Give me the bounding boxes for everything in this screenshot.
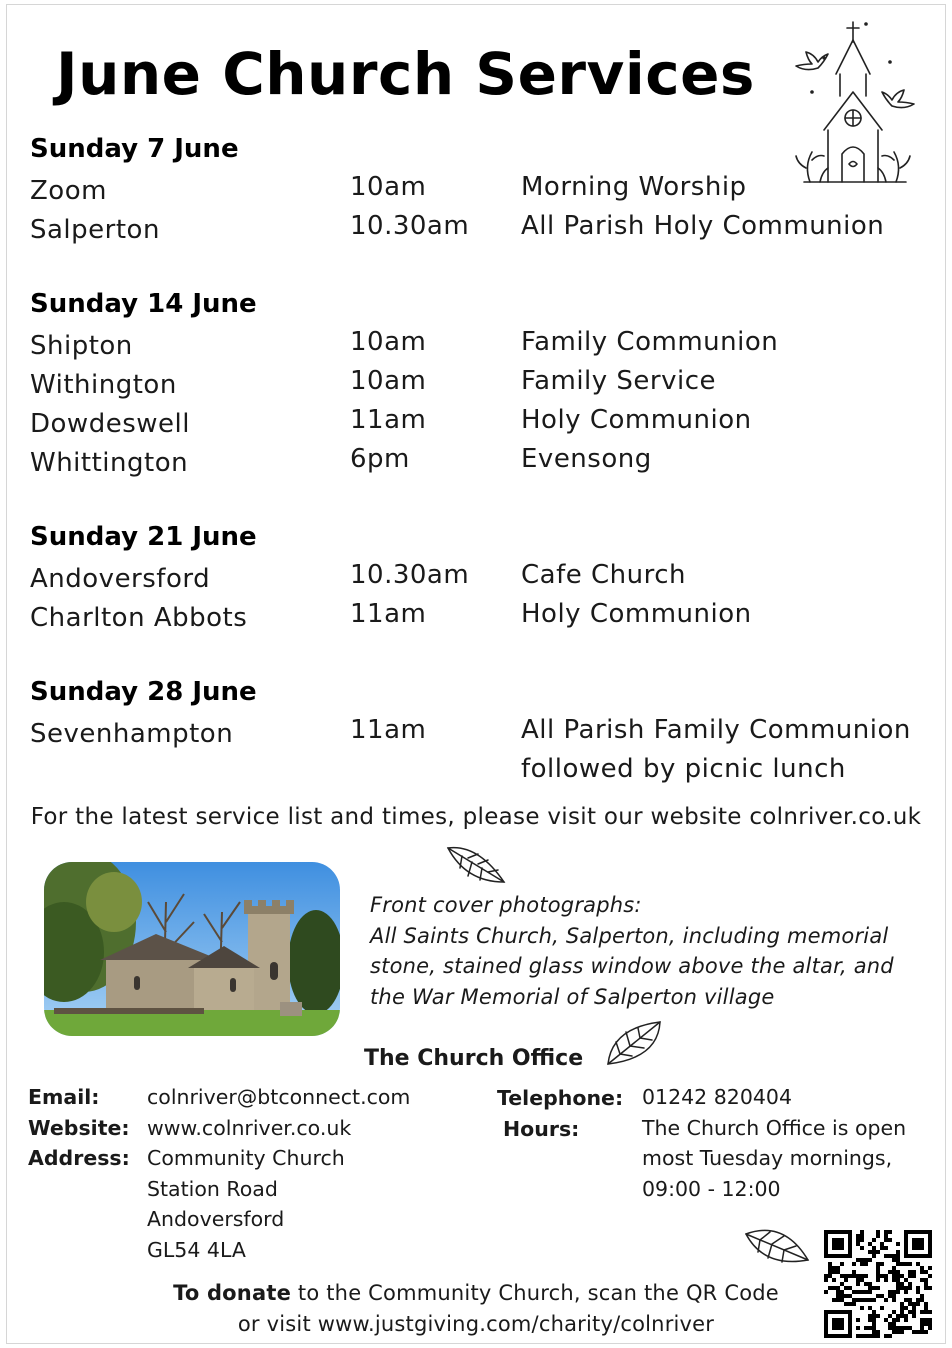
leaf-icon — [606, 1020, 662, 1066]
service-row — [30, 440, 935, 479]
contact-labels-left: Email: Website: Address: — [28, 1085, 130, 1170]
address-line: Andoversford — [147, 1207, 285, 1231]
service-place: Andoversford — [30, 564, 211, 594]
website-note: For the latest service list and times, please visit our website colnriver.co.uk — [30, 804, 922, 830]
day-heading: Sunday 7 June — [30, 134, 239, 164]
church-photo — [44, 862, 340, 1036]
address-line: Community Church — [147, 1146, 345, 1170]
leaf-icon — [744, 1224, 810, 1268]
service-time: 6pm — [350, 444, 410, 474]
service-time: 10am — [350, 366, 427, 396]
service-place: Salperton — [30, 215, 160, 245]
hours-line: most Tuesday mornings, — [642, 1146, 893, 1170]
service-time: 11am — [350, 715, 427, 745]
service-place: Charlton Abbots — [30, 603, 248, 633]
email-value[interactable]: colnriver@btconnect.com — [147, 1085, 411, 1109]
service-place: Zoom — [30, 176, 107, 206]
church-office-heading: The Church Office — [364, 1046, 584, 1071]
service-description: Evensong — [521, 444, 652, 474]
hours-line: The Church Office is open — [642, 1115, 907, 1140]
contact-values-right — [642, 1082, 906, 1204]
page-title: June Church Services — [56, 40, 755, 108]
donate-note: To donate to the Community Church, scan the QR Code or visit www.justgiving.com/charity/colnriver — [0, 1278, 952, 1339]
service-time: 10am — [350, 327, 427, 357]
service-description: Holy Communion — [521, 405, 752, 435]
service-schedule — [30, 130, 935, 789]
address-line: Station Road — [147, 1176, 278, 1201]
service-place: Dowdeswell — [30, 409, 190, 439]
service-row — [30, 556, 935, 595]
cover-photo-caption: Front cover photographs: All Saints Church, Salperton, including memorial stone, stained glass window above the altar, and the War Memorial of Salperton village — [370, 893, 894, 1009]
address-line: GL54 4LA — [147, 1237, 246, 1262]
service-description: All Parish Family Communion followed by picnic lunch — [521, 715, 911, 784]
service-description: Cafe Church — [521, 560, 687, 590]
service-row — [30, 207, 935, 246]
contact-labels-right: Telephone: Hours: — [497, 1086, 624, 1141]
service-place: Shipton — [30, 331, 133, 361]
hours-line: 09:00 - 12:00 — [642, 1176, 781, 1201]
leaf-icon — [444, 842, 508, 886]
day-heading: Sunday 28 June — [30, 677, 257, 707]
service-time: 10am — [350, 172, 427, 202]
service-time: 10.30am — [350, 560, 470, 590]
website-link[interactable]: www.colnriver.co.uk — [147, 1115, 352, 1140]
service-place: Withington — [30, 370, 177, 400]
service-description: All Parish Holy Communion — [521, 211, 885, 241]
service-row — [30, 168, 935, 207]
day-heading: Sunday 14 June — [30, 289, 257, 319]
day-heading: Sunday 21 June — [30, 522, 257, 552]
service-description: Holy Communion — [521, 599, 752, 629]
service-description: Family Communion — [521, 327, 779, 357]
telephone-value: 01242 820404 — [642, 1085, 792, 1109]
service-time: 11am — [350, 599, 427, 629]
service-time: 10.30am — [350, 211, 470, 241]
justgiving-link[interactable]: or visit www.justgiving.com/charity/colnriver — [237, 1311, 715, 1336]
dove-icon — [796, 52, 828, 70]
service-description: Family Service — [521, 366, 717, 396]
service-row — [30, 362, 935, 401]
service-row — [30, 401, 935, 440]
service-time: 11am — [350, 405, 427, 435]
contact-values-left — [147, 1082, 410, 1265]
service-description: Morning Worship — [521, 172, 747, 202]
service-row — [30, 711, 935, 789]
service-row — [30, 323, 935, 362]
service-row — [30, 595, 935, 634]
service-place: Whittington — [30, 448, 189, 478]
service-place: Sevenhampton — [30, 719, 234, 749]
dove-icon — [882, 90, 914, 108]
